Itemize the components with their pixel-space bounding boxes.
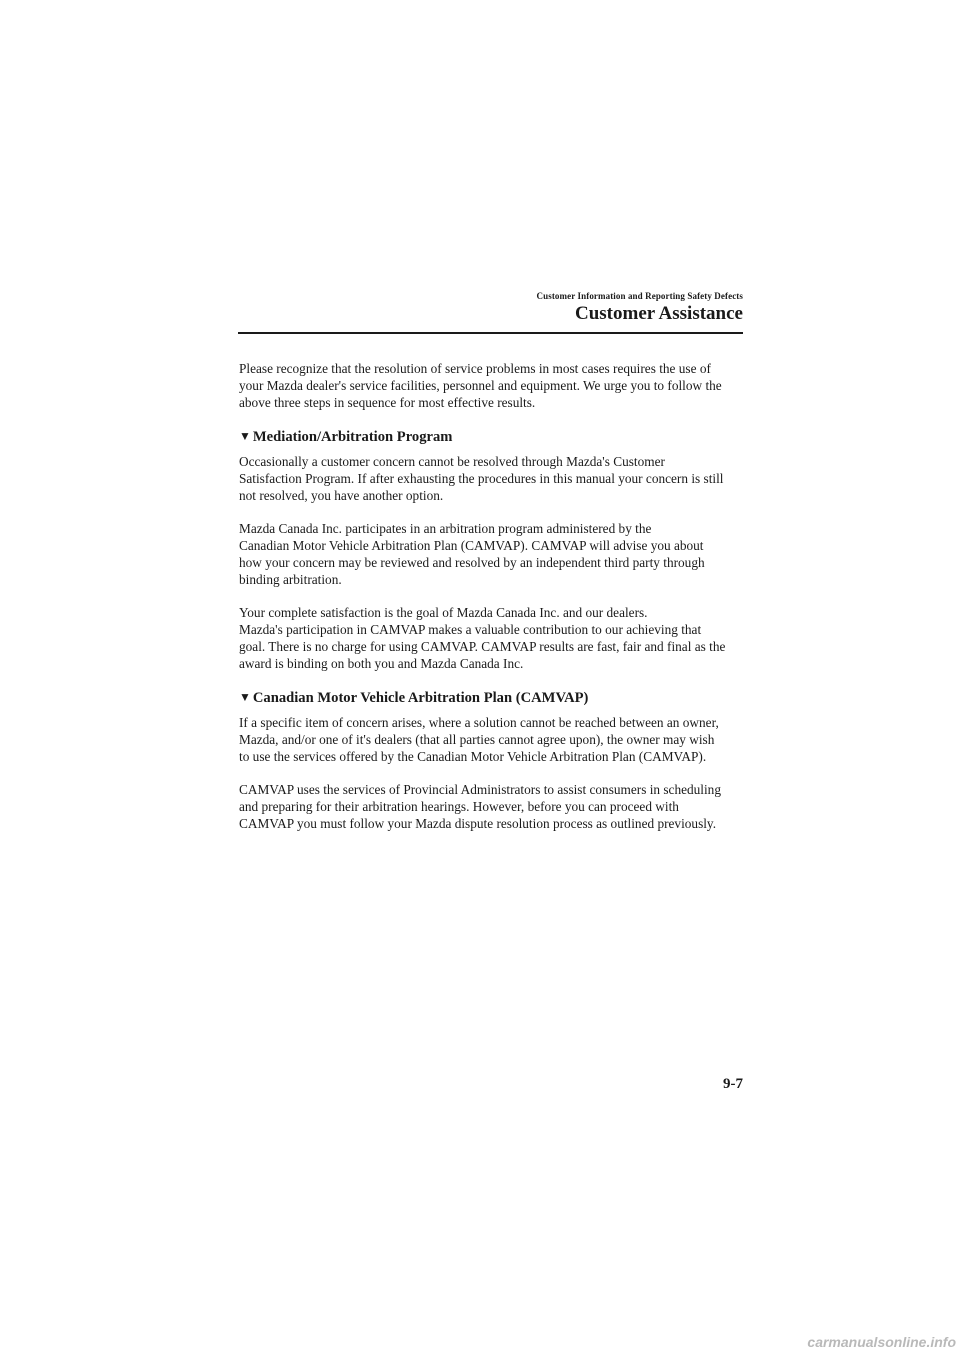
text-line: Mazda's participation in CAMVAP makes a valuable contribution to our achieving that — [239, 622, 702, 637]
section-heading-mediation — [239, 427, 745, 447]
page-content — [239, 360, 745, 832]
text-line: goal. There is no charge for using CAMVAP. CAMVAP results are fast, fair and final as the — [239, 639, 726, 654]
text-line: Mazda, and/or one of it's dealers (that all parties cannot agree upon), the owner may wish — [239, 732, 715, 747]
text-line: Satisfaction Program. If after exhausting the procedures in this manual your concern is still — [239, 471, 724, 486]
body-paragraph — [239, 714, 745, 765]
section-label: Customer Information and Reporting Safety Defects — [536, 291, 743, 301]
text-line: not resolved, you have another option. — [239, 488, 444, 503]
text-line: If a specific item of concern arises, where a solution cannot be reached between an owner, — [239, 715, 719, 730]
watermark: carmanualsonline.info — [807, 1334, 956, 1350]
header-divider — [238, 332, 743, 334]
section-heading-text: Mediation/Arbitration Program — [252, 429, 453, 445]
text-line: CAMVAP you must follow your Mazda dispute resolution process as outlined previously. — [239, 816, 717, 831]
section-heading-text: Canadian Motor Vehicle Arbitration Plan (CAMVAP) — [252, 690, 589, 706]
page-number: 9-7 — [723, 1076, 743, 1092]
text-line: your Mazda dealer's service facilities, personnel and equipment. We urge you to follow the — [239, 378, 722, 393]
intro-paragraph — [239, 360, 745, 411]
text-line: CAMVAP uses the services of Provincial Administrators to assist consumers in scheduling — [239, 782, 721, 797]
chapter-title: Customer Assistance — [574, 303, 743, 324]
body-paragraph — [239, 453, 745, 504]
text-line: to use the services offered by the Canadian Motor Vehicle Arbitration Plan (CAMVAP). — [239, 749, 707, 764]
body-paragraph — [239, 520, 745, 588]
triangle-down-icon: ▼ — [239, 429, 251, 443]
text-line: how your concern may be reviewed and resolved by an independent third party through — [239, 555, 705, 570]
text-line: and preparing for their arbitration hearings. However, before you can proceed with — [239, 799, 679, 814]
text-line: award is binding on both you and Mazda Canada Inc. — [239, 656, 524, 671]
section-heading-camvap — [239, 688, 745, 708]
text-line: Occasionally a customer concern cannot be resolved through Mazda's Customer — [239, 454, 665, 469]
text-line: Please recognize that the resolution of service problems in most cases requires the use of — [239, 361, 711, 376]
text-line: above three steps in sequence for most effective results. — [239, 395, 536, 410]
text-line: binding arbitration. — [239, 572, 342, 587]
text-line: Canadian Motor Vehicle Arbitration Plan (CAMVAP). CAMVAP will advise you about — [239, 538, 704, 553]
body-paragraph — [239, 604, 745, 672]
text-line: Mazda Canada Inc. participates in an arbitration program administered by the — [239, 521, 652, 536]
triangle-down-icon: ▼ — [239, 690, 251, 704]
text-line: Your complete satisfaction is the goal of Mazda Canada Inc. and our dealers. — [239, 605, 648, 620]
page-header — [238, 290, 743, 326]
body-paragraph — [239, 781, 745, 832]
